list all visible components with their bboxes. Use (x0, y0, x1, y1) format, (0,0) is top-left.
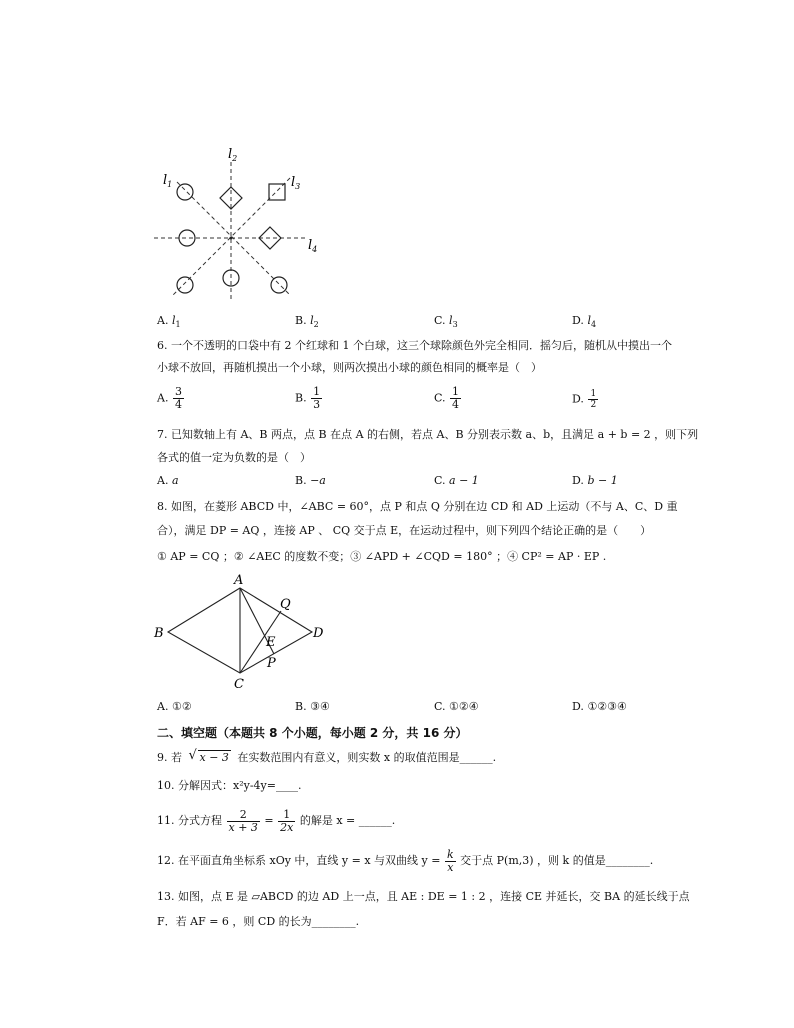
q13-line1: 13. 如图，点 E 是 ▱ABCD 的边 AD 上一点，且 AE : DE = 1 : 2 ，连接 CE 并延长，交 BA 的延长线于点 (157, 890, 690, 903)
label-q: Q (280, 597, 291, 612)
q8-line2: 合），满足 DP = AQ ，连接 AP 、 CQ 交于点 E，在运动过程中，则下列四个结论正确的是（ ） (157, 524, 652, 537)
q8-option-b: B. ③④ (295, 700, 330, 713)
q7-option-c: C. a − 1 (434, 474, 479, 487)
label-d: D (313, 626, 324, 641)
square-shape (269, 184, 285, 200)
q6-line2: 小球不放回，再随机摸出一个小球，则两次摸出小球的颜色相同的概率是（ ） (157, 361, 542, 374)
q6-option-c: C. $\frac{1}{4}$ (434, 385, 460, 411)
q8-line1: 8. 如图，在菱形 ABCD 中，∠ABC = 60°，点 P 和点 Q 分别在边 CD 和 AD 上运动（不与 A、C、D 重 (157, 500, 678, 513)
q11-line: 11. 分式方程 $\frac{2}{x + 3}$ = $\frac{1}{2x}$ 的解是 x = ______. (157, 807, 396, 834)
label-e: E (266, 635, 276, 650)
line-l1 (177, 182, 289, 294)
q5-option-b: B. $l_2$ (295, 314, 319, 330)
q6-line1: 6. 一个不透明的口袋中有 2 个红球和 1 个白球，这三个球除颜色外完全相同．摇匀后，随机从中摸出一个 (157, 339, 672, 352)
q5-option-c: C. $l_3$ (434, 314, 458, 330)
q6-option-b: B. $\frac{1}{3}$ (295, 385, 321, 411)
q5-option-d: D. $l_4$ (572, 314, 597, 330)
label-c: C (234, 677, 244, 692)
section-heading: 二、填空题（本题共 8 个小题，每小题 2 分，共 16 分） (157, 726, 468, 740)
q13-line2: F．若 AF = 6 ，则 CD 的长为________. (157, 915, 360, 928)
q8-line3: ① AP = CQ ；② ∠AEC 的度数不变；③ ∠APD + ∠CQD = 180° ；④ CP² = AP · EP . (157, 550, 607, 563)
q7-option-d: D. b − 1 (572, 474, 618, 487)
label-b: B (154, 626, 164, 641)
center-point (230, 237, 233, 240)
rhombus-figure (150, 570, 335, 692)
label-a: A (234, 573, 244, 588)
sqrt-expression: √ x − 3 (188, 748, 229, 764)
circle-shape (177, 184, 193, 200)
q12-line: 12. 在平面直角坐标系 xOy 中，直线 y = x 与双曲线 y = $\frac{k}{x}$ 交于点 P(m,3) ，则 k 的值是________. (157, 847, 654, 874)
q5-option-a: A. $l_1$ (157, 314, 181, 330)
q7-option-b: B. −a (295, 474, 326, 487)
q8-option-a: A. ①② (157, 700, 192, 713)
circle-shape (271, 277, 287, 293)
label-l4: $l_4$ (308, 238, 318, 254)
q7-line1: 7. 已知数轴上有 A、B 两点，点 B 在点 A 的右侧，若点 A、B 分别表示数 a、b，且满足 a + b = 2 ，则下列 (157, 428, 699, 441)
q6-option-d: D. $\frac{1}{2}$ (572, 389, 597, 410)
q7-option-a: A. a (157, 474, 179, 487)
circle-shape (177, 277, 193, 293)
q6-option-a: A. $\frac{3}{4}$ (157, 385, 182, 411)
q10-line: 10. 分解因式：x²y-4y=____. (157, 779, 302, 792)
q8-option-d: D. ①②③④ (572, 700, 627, 713)
symmetry-figure (150, 140, 330, 305)
label-l2: $l_2$ (228, 147, 238, 163)
label-l1: $l_1$ (163, 173, 173, 189)
label-p: P (267, 656, 276, 671)
q9-line: 9. 若 √ x − 3 在实数范围内有意义，则实数 x 的取值范围是______. (157, 748, 497, 764)
q7-line2: 各式的值一定为负数的是（ ） (157, 451, 311, 464)
q8-option-c: C. ①②④ (434, 700, 479, 713)
label-l3: $l_3$ (291, 175, 301, 191)
